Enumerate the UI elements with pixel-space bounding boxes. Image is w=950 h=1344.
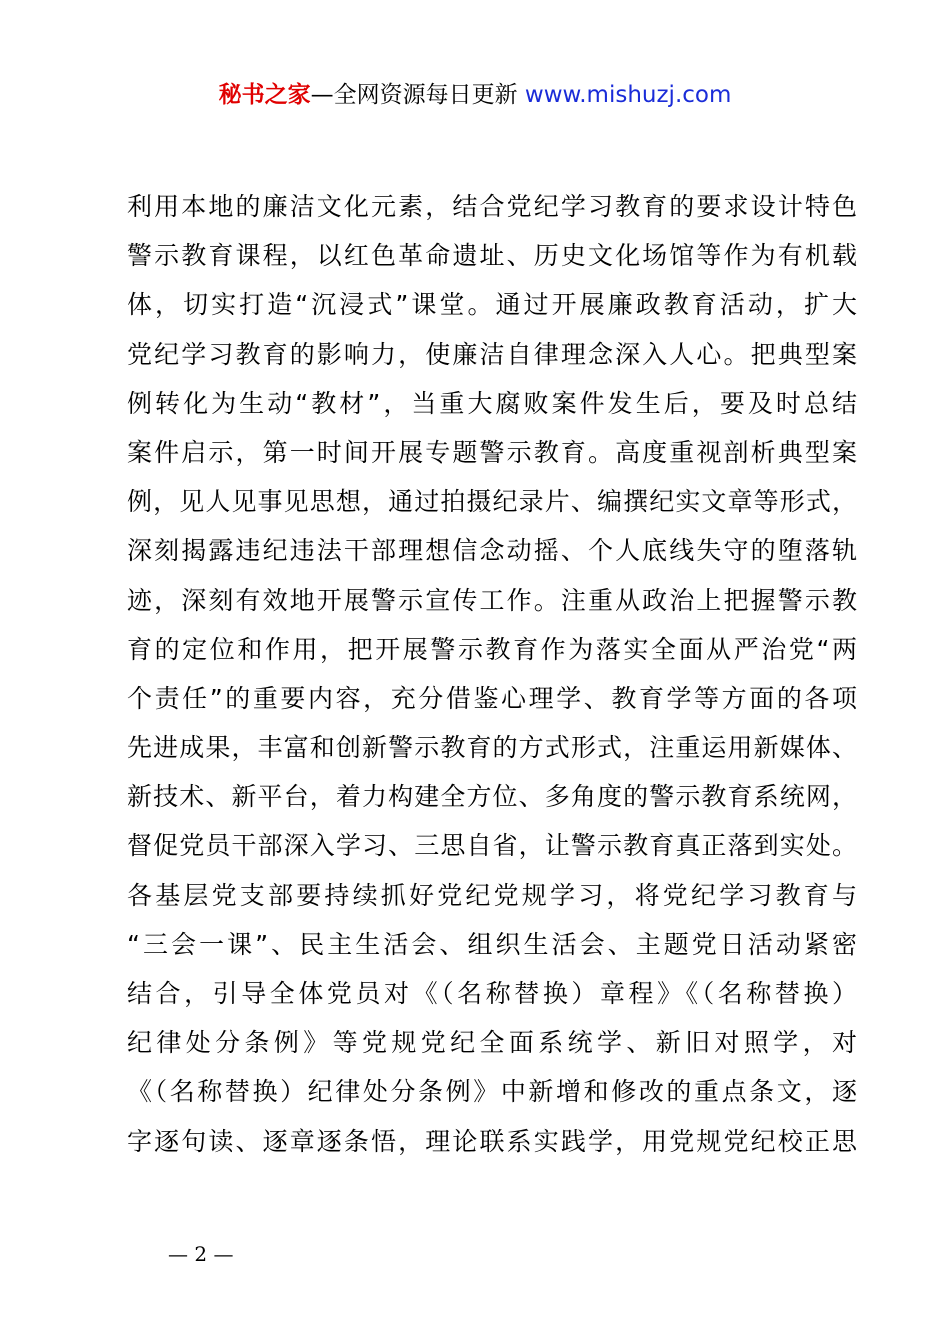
body-line: 纪律处分条例》等党规党纪全面系统学、新旧对照学，对 [127, 1028, 857, 1058]
body-line: 育的定位和作用，把开展警示教育作为落实全面从严治党“两 [127, 634, 857, 664]
body-line: 先进成果，丰富和创新警示教育的方式形式，注重运用新媒体、 [127, 733, 857, 763]
body-line: 结合，引导全体党员对《（名称替换）章程》《（名称替换） [127, 979, 857, 1008]
body-line: 例转化为生动“教材”，当重大腐败案件发生后，要及时总结 [127, 388, 857, 418]
body-line: 深刻揭露违纪违法干部理想信念动摇、个人底线失守的堕落轨 [127, 536, 857, 566]
body-line: 利用本地的廉洁文化元素，结合党纪学习教育的要求设计特色 [127, 192, 857, 221]
body-line: 例，见人见事见思想，通过拍摄纪录片、编撰纪实文章等形式， [127, 487, 857, 517]
body-line: 督促党员干部深入学习、三思自省，让警示教育真正落到实处。 [127, 831, 857, 861]
body-line: 党纪学习教育的影响力，使廉洁自律理念深入人心。把典型案 [127, 339, 857, 369]
body-line: 个责任”的重要内容，充分借鉴心理学、教育学等方面的各项 [127, 683, 857, 713]
body-line: 警示教育课程，以红色革命遗址、历史文化场馆等作为有机载 [127, 241, 857, 271]
body-line: 各基层党支部要持续抓好党纪党规学习，将党纪学习教育与 [127, 880, 857, 910]
website-link[interactable]: www.mishuzj.com [524, 82, 732, 108]
body-line: 《（名称替换）纪律处分条例》中新增和修改的重点条文，逐 [127, 1077, 857, 1107]
body-line: 迹，深刻有效地开展警示宣传工作。注重从政治上把握警示教 [127, 585, 857, 615]
body-line: 新技术、新平台，着力构建全方位、多角度的警示教育系统网， [127, 782, 857, 812]
body-line: 体，切实打造“沉浸式”课堂。通过开展廉政教育活动，扩大 [127, 290, 857, 320]
brand-name: 秘书之家 [218, 82, 311, 108]
page-number: — 2 — [168, 1242, 234, 1266]
header-tagline: —全网资源每日更新 [310, 82, 518, 108]
body-line: 案件启示，第一时间开展专题警示教育。高度重视剖析典型案 [127, 437, 857, 467]
document-body [127, 182, 857, 1166]
site-header [0, 78, 950, 112]
body-line: “三会一课”、民主生活会、组织生活会、主题党日活动紧密 [127, 929, 857, 959]
body-line: 字逐句读、逐章逐条悟，理论联系实践学，用党规党纪校正思 [127, 1126, 857, 1156]
